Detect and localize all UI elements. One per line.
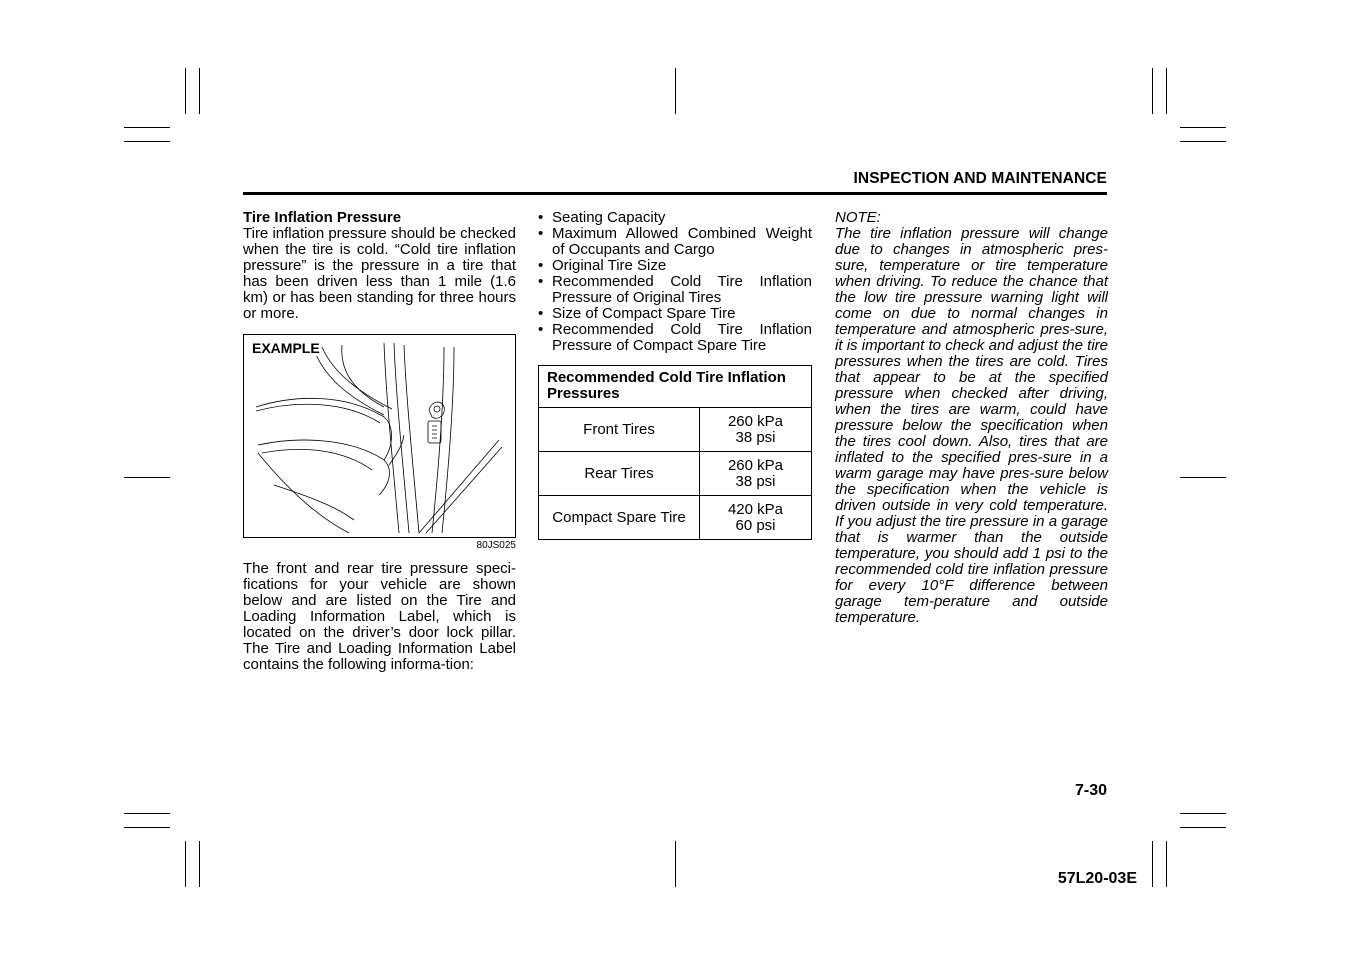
- section-title: Tire Inflation Pressure: [243, 209, 402, 226]
- pressure-cell: 260 kPa 38 psi: [700, 452, 812, 496]
- list-item: • Recommended Cold Tire Inflation Pressure of Original Tires: [538, 273, 812, 306]
- crop-mark: [124, 827, 170, 828]
- illustration-drawing: [244, 335, 515, 537]
- list-item: • Recommended Cold Tire Inflation Pressure of Compact Spare Tire: [538, 321, 812, 354]
- intro-paragraph: Tire inflation pressure should be checked when the tire is cold. “Cold tire inflation pressure” is the pressure in a tire that has been driven less than 1 mile (1.6 km) or has been standing for three hours or more.: [243, 225, 516, 322]
- right-column: [835, 210, 1108, 626]
- list-item: • Size of Compact Spare Tire: [538, 305, 736, 322]
- bullet-icon: •: [538, 305, 544, 322]
- label-info-list: [538, 210, 812, 354]
- crop-mark: [1166, 68, 1167, 114]
- crop-mark: [1166, 841, 1167, 887]
- table-row: [539, 496, 812, 540]
- left-column: [243, 210, 516, 673]
- table-header-row: [539, 366, 812, 408]
- crop-mark: [1152, 68, 1153, 114]
- label-paragraph: The front and rear tire pressure speci-fications for your vehicle are shown below and are listed on the Tire and Loading Information Label, which is located on the driver’s door lock pillar. The Tire and Loading Information Label contains the following informa-tion:: [243, 560, 516, 673]
- crop-mark: [124, 813, 170, 814]
- document-code: 57L20-03E: [1057, 870, 1137, 887]
- pressure-table: [538, 365, 812, 540]
- crop-mark: [185, 841, 186, 887]
- list-item: • Maximum Allowed Combined Weight of Occupants and Cargo: [538, 225, 812, 258]
- figure-label: EXAMPLE: [252, 340, 320, 356]
- crop-mark: [1152, 841, 1153, 887]
- bullet-icon: •: [538, 209, 544, 226]
- table-row: [539, 452, 812, 496]
- bullet-icon: •: [538, 273, 544, 290]
- crop-mark: [124, 141, 170, 142]
- table-header: Recommended Cold Tire Inflation Pressures: [539, 366, 812, 408]
- note-body: The tire inflation pressure will change due to changes in atmospheric pres-sure, temperature or tire temperature when driving. To reduce the chance that the low tire pressure warning light will come on due to normal changes in temperature and atmospheric pres-sure, it is important to check and adjust the tire pressures when the tires are cold. Tires that appear to be at the specified pressure when checked after driving, when the tires are warm, could have pressure below the specification when the tires cool down. Also, tires that are inflated to the specified pres-sure in a warm garage may have pres-sure below the specification when the vehicle is driven outside in very cold temperature. If you adjust the tire pressure in a garage that is warmer than the outside temperature, you should add 1 psi to the recommended cold tire inflation pressure for every 10°F difference between garage tem-perature and outside temperature.: [835, 225, 1108, 626]
- crop-mark: [1180, 827, 1226, 828]
- bullet-icon: •: [538, 257, 544, 274]
- note-title: NOTE:: [835, 209, 881, 226]
- middle-column: [538, 210, 812, 540]
- door-pillar-illustration: [243, 334, 516, 538]
- list-item: • Original Tire Size: [538, 257, 667, 274]
- tire-cell: Compact Spare Tire: [539, 496, 700, 540]
- crop-mark: [675, 68, 676, 114]
- crop-mark: [675, 841, 676, 887]
- crop-mark: [199, 841, 200, 887]
- tire-cell: Front Tires: [539, 408, 700, 452]
- crop-mark: [1180, 477, 1226, 478]
- crop-mark: [1180, 127, 1226, 128]
- pressure-cell: 260 kPa 38 psi: [700, 408, 812, 452]
- pressure-cell: 420 kPa 60 psi: [700, 496, 812, 540]
- crop-mark: [124, 127, 170, 128]
- page-number: 7-30: [1074, 782, 1107, 799]
- bullet-icon: •: [538, 321, 544, 338]
- bullet-icon: •: [538, 225, 544, 242]
- crop-mark: [185, 68, 186, 114]
- table-row: [539, 408, 812, 452]
- tire-cell: Rear Tires: [539, 452, 700, 496]
- crop-mark: [1180, 813, 1226, 814]
- crop-mark: [124, 477, 170, 478]
- crop-mark: [1180, 141, 1226, 142]
- crop-mark: [199, 68, 200, 114]
- header-rule: [243, 192, 1107, 195]
- figure-code: 80JS025: [476, 540, 516, 551]
- section-header: INSPECTION AND MAINTENANCE: [853, 170, 1107, 187]
- list-item: • Seating Capacity: [538, 209, 666, 226]
